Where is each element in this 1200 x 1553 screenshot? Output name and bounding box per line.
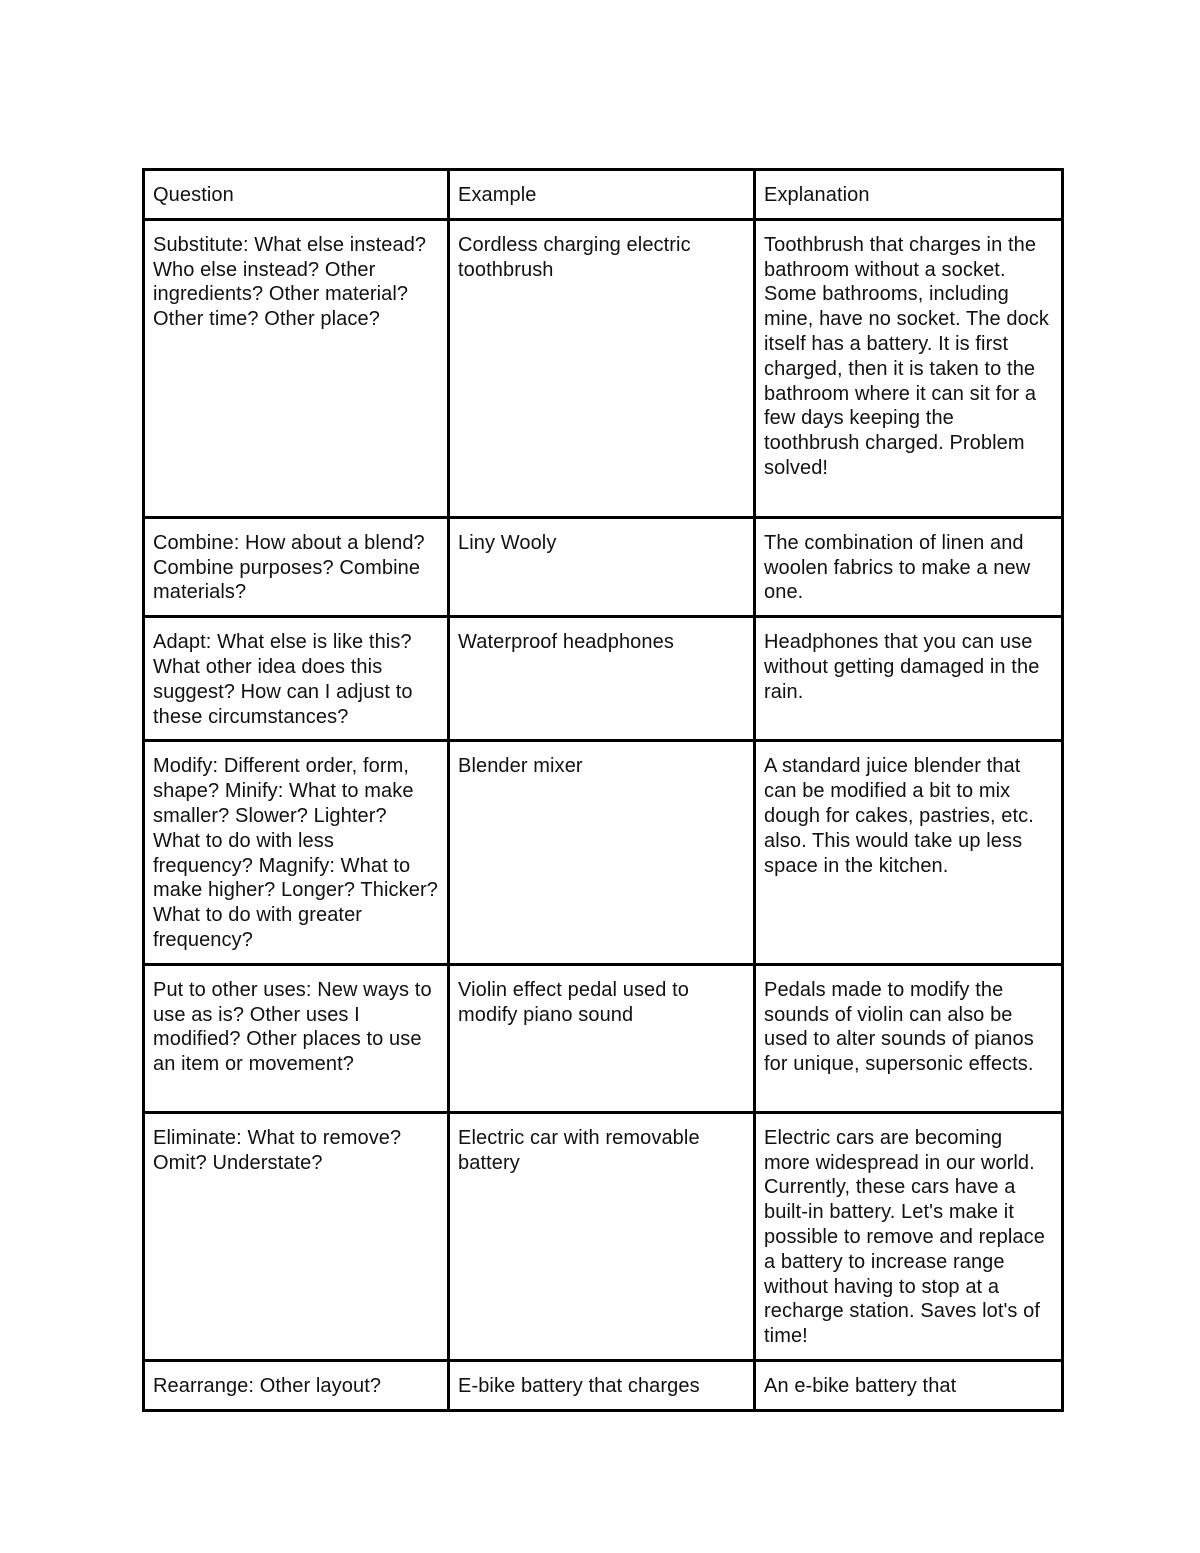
explanation-cell: An e-bike battery that	[755, 1360, 1063, 1410]
table-row	[144, 617, 1063, 741]
explanation-cell: A standard juice blender that can be modified a bit to mix dough for cakes, pastries, etc. also. This would take up less space in the kitchen.	[755, 741, 1063, 964]
explanation-cell: Electric cars are becoming more widespread in our world. Currently, these cars have a built-in battery. Let's make it possible to remove and replace a battery to increase range without having to stop at a recharge station. Saves lot's of time!	[755, 1112, 1063, 1360]
question-cell: Modify: Different order, form, shape? Minify: What to make smaller? Slower? Lighter? What to do with less frequency? Magnify: What to make higher? Longer? Thicker? What to do with greater frequency?	[144, 741, 449, 964]
example-cell: Waterproof headphones	[449, 617, 755, 741]
explanation-cell: Toothbrush that charges in the bathroom without a socket. Some bathrooms, including mine, have no socket. The dock itself has a battery. It is first charged, then it is taken to the bathroom where it can sit for a few days keeping the toothbrush charged. Problem solved!	[755, 219, 1063, 517]
table-row	[144, 741, 1063, 964]
explanation-cell: Pedals made to modify the sounds of violin can also be used to alter sounds of pianos for unique, supersonic effects.	[755, 964, 1063, 1112]
header-question: Question	[144, 170, 449, 220]
question-cell: Adapt: What else is like this? What other idea does this suggest? How can I adjust to these circumstances?	[144, 617, 449, 741]
table-header-row	[144, 170, 1063, 220]
scamper-table	[142, 168, 1064, 1412]
table-row	[144, 517, 1063, 616]
question-cell: Put to other uses: New ways to use as is? Other uses I modified? Other places to use an item or movement?	[144, 964, 449, 1112]
example-cell: Violin effect pedal used to modify piano sound	[449, 964, 755, 1112]
example-cell: Electric car with removable battery	[449, 1112, 755, 1360]
example-cell: E-bike battery that charges	[449, 1360, 755, 1410]
table-row	[144, 1112, 1063, 1360]
header-explanation: Explanation	[755, 170, 1063, 220]
question-cell: Combine: How about a blend? Combine purposes? Combine materials?	[144, 517, 449, 616]
table-row	[144, 964, 1063, 1112]
example-cell: Cordless charging electric toothbrush	[449, 219, 755, 517]
explanation-cell: The combination of linen and woolen fabrics to make a new one.	[755, 517, 1063, 616]
example-cell: Blender mixer	[449, 741, 755, 964]
question-cell: Eliminate: What to remove? Omit? Understate?	[144, 1112, 449, 1360]
example-cell: Liny Wooly	[449, 517, 755, 616]
question-cell: Substitute: What else instead? Who else instead? Other ingredients? Other material? Other time? Other place?	[144, 219, 449, 517]
header-example: Example	[449, 170, 755, 220]
question-cell: Rearrange: Other layout?	[144, 1360, 449, 1410]
table-row	[144, 219, 1063, 517]
explanation-cell: Headphones that you can use without getting damaged in the rain.	[755, 617, 1063, 741]
table-row	[144, 1360, 1063, 1410]
